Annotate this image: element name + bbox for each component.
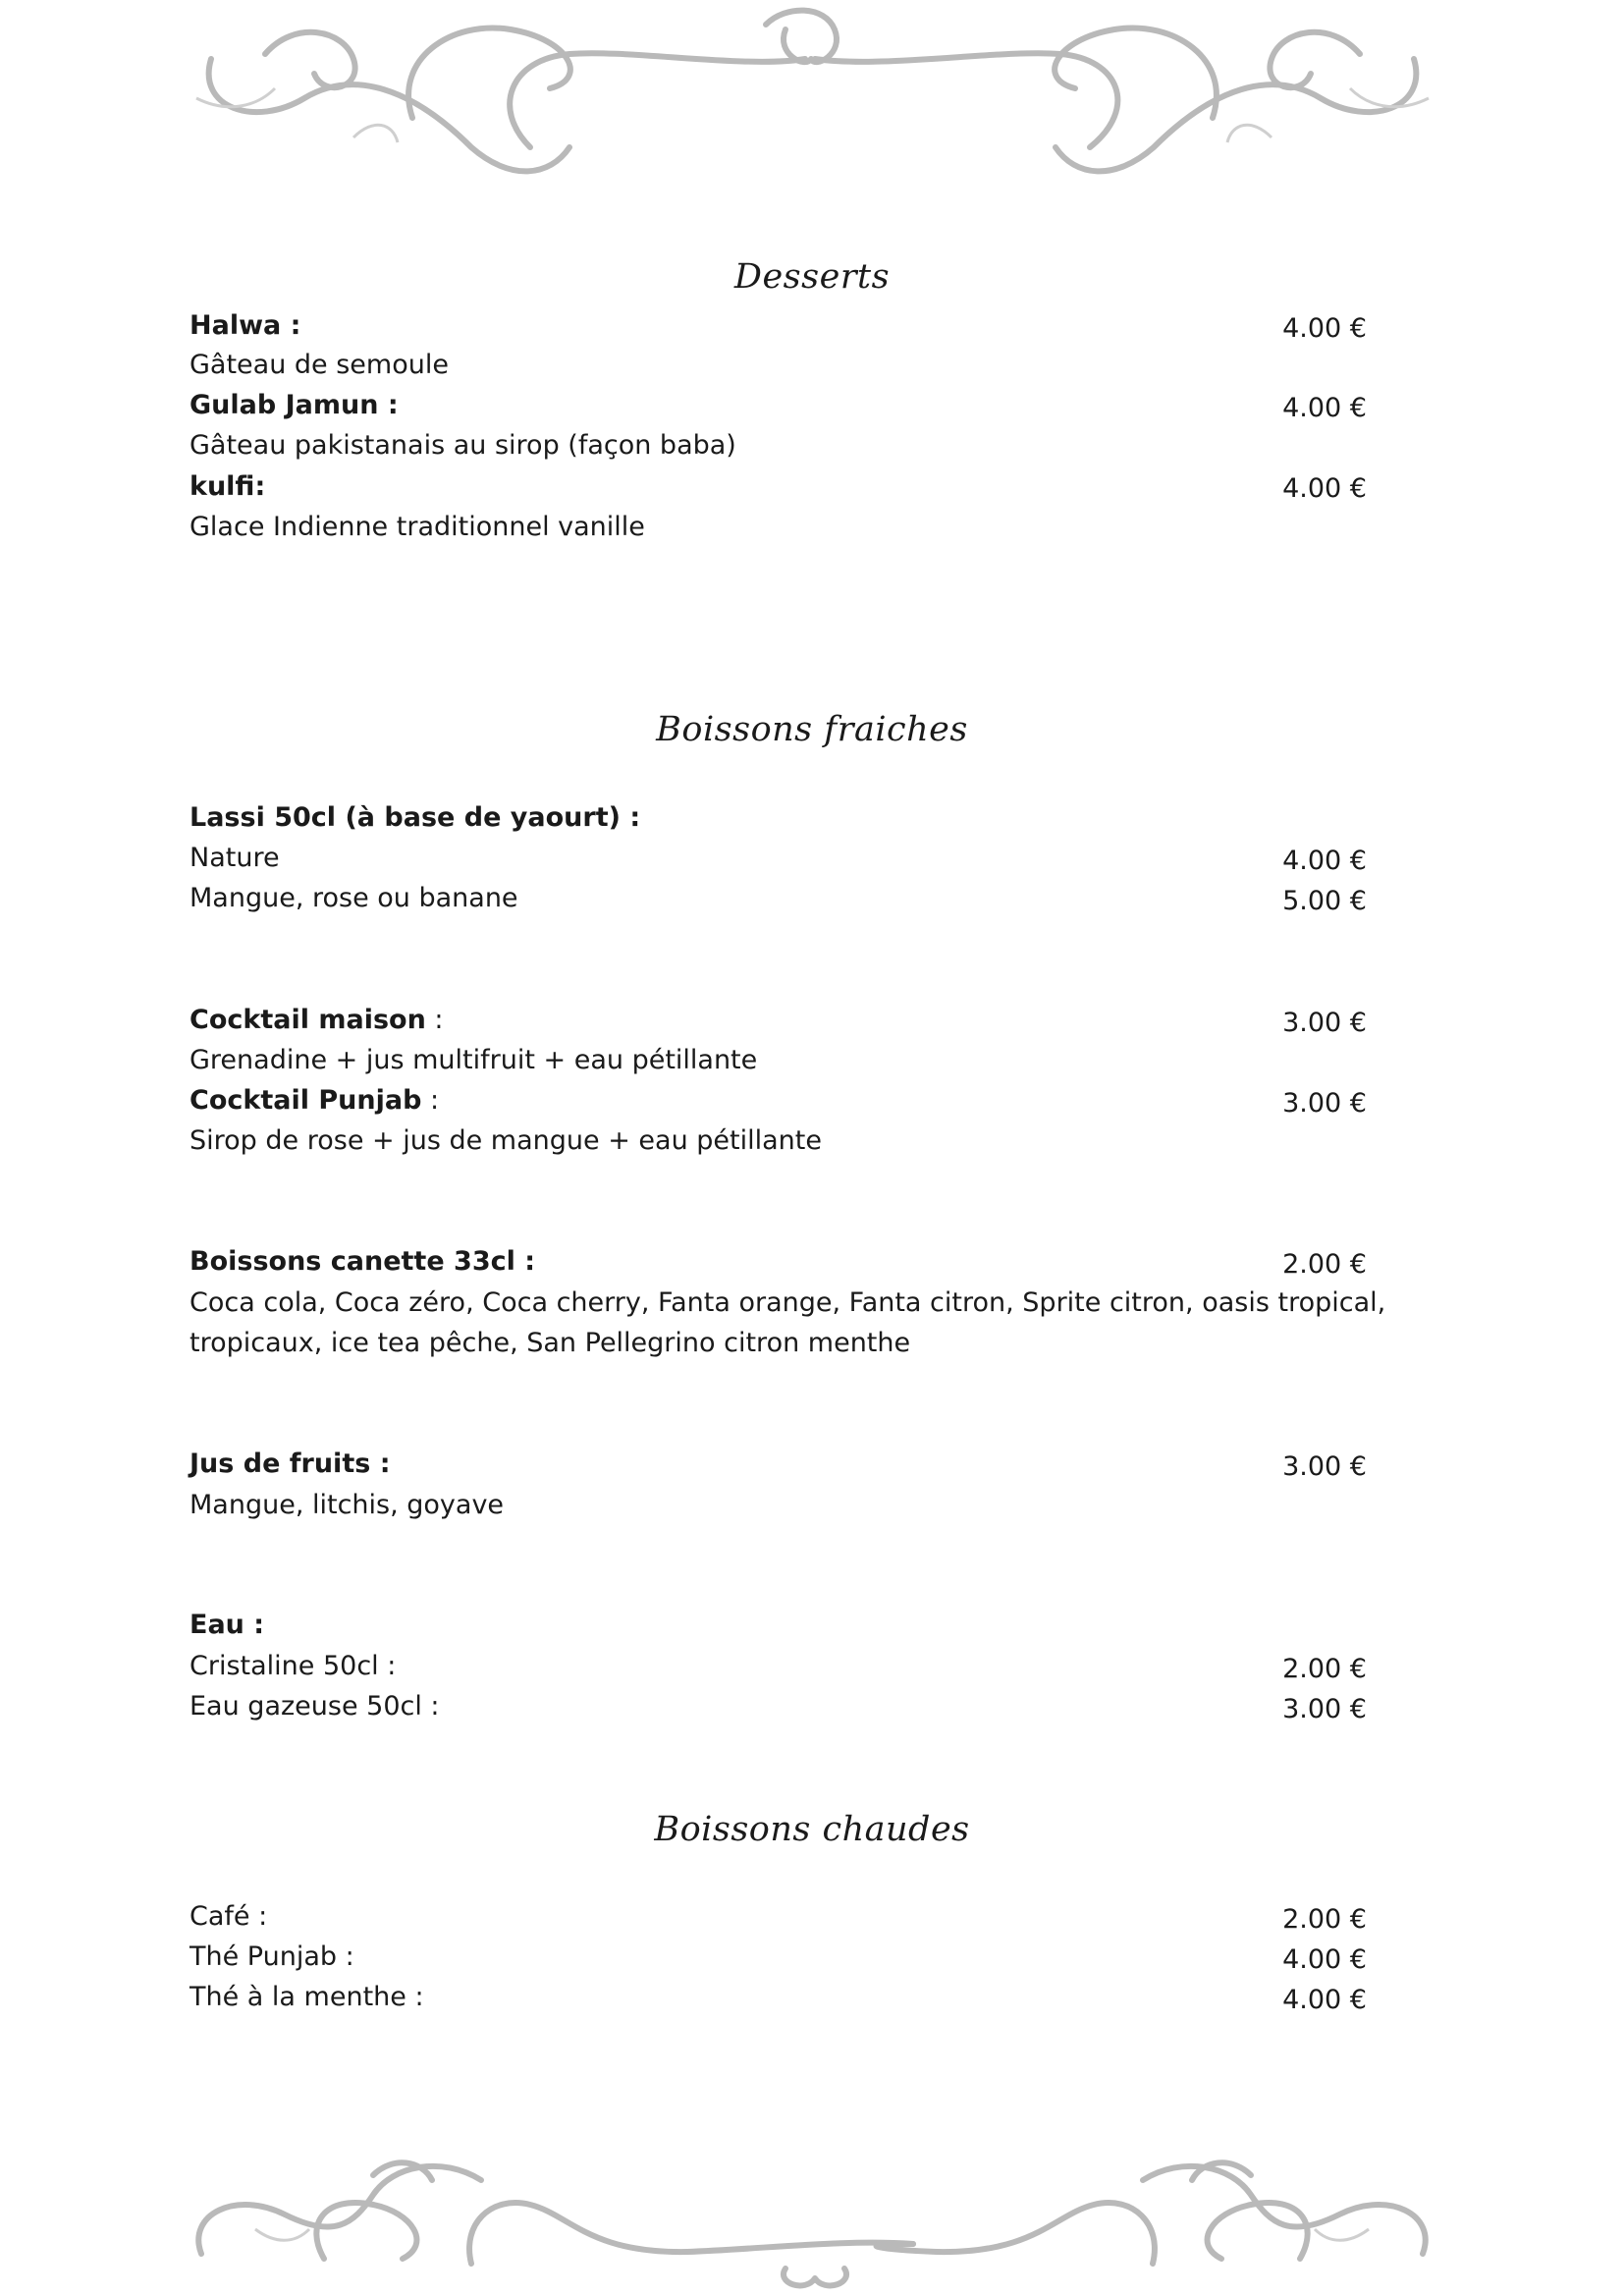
dessert-kulfi-name: kulfi: [189,471,266,502]
lassi-option-fruit: Mangue, rose ou banane [189,883,518,913]
cocktail-punjab-colon: : [421,1085,440,1116]
dessert-gulab-jamun-description: Gâteau pakistanais au sirop (façon baba) [189,430,736,461]
jus-de-fruits-description: Mangue, litchis, goyave [189,1490,505,1520]
cocktail-maison-name [189,1004,444,1037]
canette-description: Coca cola, Coca zéro, Coca cherry, Fanta orange, Fanta citron, Sprite citron, oasis tropical, tropicaux, ice tea pêche, San Pellegrino citron menthe [189,1287,1386,1358]
the-punjab-label: Thé Punjab : [189,1941,354,1972]
eau-cristaline: Cristaline 50cl : [189,1651,397,1681]
dessert-halwa-name: Halwa : [189,310,301,341]
cocktail-punjab-name [189,1084,439,1118]
dessert-kulfi-price: 4.00 € [1282,473,1367,504]
cocktail-maison-description: Grenadine + jus multifruit + eau pétillante [189,1045,758,1075]
desserts-heading: Desserts [733,257,891,297]
lassi-name: Lassi 50cl (à base de yaourt) : [189,802,641,833]
jus-de-fruits-price: 3.00 € [1282,1451,1367,1482]
cocktail-maison-title: Cocktail maison [189,1005,426,1035]
canette-price: 2.00 € [1282,1249,1367,1280]
cocktail-punjab-description: Sirop de rose + jus de mangue + eau pétillante [189,1125,822,1156]
dessert-gulab-jamun-price: 4.00 € [1282,393,1367,423]
the-menthe-price: 4.00 € [1282,1985,1367,2015]
cocktail-maison-price: 3.00 € [1282,1008,1367,1038]
dessert-kulfi-description: Glace Indienne traditionnel vanille [189,512,645,542]
cocktail-maison-colon: : [425,1005,444,1035]
lassi-option-nature: Nature [189,843,280,873]
boissons-chaudes-heading: Boissons chaudes [654,1810,970,1849]
lassi-option-fruit-price: 5.00 € [1282,886,1367,916]
the-punjab-price: 4.00 € [1282,1944,1367,1975]
jus-de-fruits-name: Jus de fruits : [189,1449,391,1479]
canette-name: Boissons canette 33cl : [189,1246,536,1277]
eau-gazeuse: Eau gazeuse 50cl : [189,1691,440,1722]
cocktail-punjab-title: Cocktail Punjab [189,1085,422,1116]
cocktail-punjab-price: 3.00 € [1282,1088,1367,1119]
eau-cristaline-price: 2.00 € [1282,1654,1367,1684]
dessert-halwa-description: Gâteau de semoule [189,350,449,380]
lassi-option-nature-price: 4.00 € [1282,846,1367,876]
bottom-ornament-icon [0,2136,1624,2296]
the-menthe-label: Thé à la menthe : [189,1982,424,2012]
cafe-price: 2.00 € [1282,1904,1367,1935]
dessert-gulab-jamun-name: Gulab Jamun : [189,390,399,420]
dessert-halwa-price: 4.00 € [1282,313,1367,344]
eau-gazeuse-price: 3.00 € [1282,1694,1367,1724]
cafe-label: Café : [189,1901,268,1932]
eau-name: Eau : [189,1610,265,1640]
boissons-fraiches-heading: Boissons fraiches [656,710,968,749]
